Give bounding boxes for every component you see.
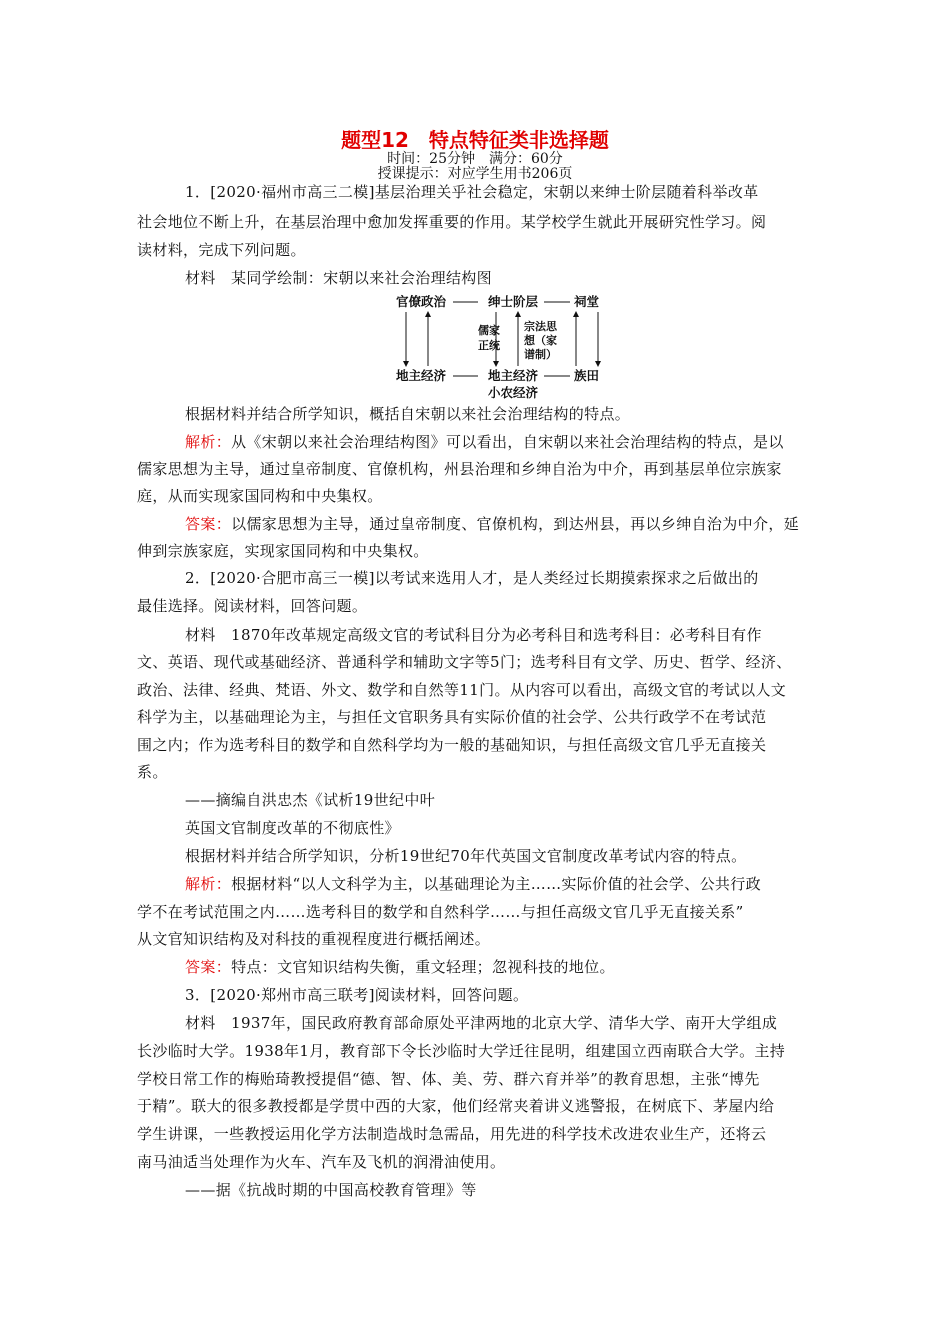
q2-source-line2: 英国文官制度改革的不彻底性》	[185, 819, 400, 837]
node-ancestral-hall: 祠堂	[574, 294, 600, 309]
q3-stem-line1: 3．[2020·郑州市高三联考]阅读材料，回答问题。	[185, 986, 529, 1004]
q2-analysis-line2: 学不在考试范围之内……选考科目的数学和自然科学……与担任高级文官几乎无直接关系”	[137, 903, 744, 921]
q3-material-line2: 长沙临时大学。1938年1月，教育部下令长沙临时大学迁往昆明，组建国立西南联合大学。主持	[137, 1042, 786, 1060]
q1-stem-line2: 社会地位不断上升，在基层治理中愈加发挥重要的作用。某学校学生就此开展研究性学习。阅	[137, 213, 767, 231]
q2-analysis-line1	[185, 874, 761, 894]
page-title: 题型12 特点特征类非选择题	[341, 128, 609, 152]
answer-label: 答案：	[185, 958, 232, 976]
q2-answer-text1: 特点：文官知识结构失衡，重文轻理；忽视科技的地位。	[231, 958, 615, 976]
q2-stem-line1: 2．[2020·合肥市高三一模]以考试来选用人才，是人类经过长期摸索探求之后做出的	[185, 569, 759, 587]
q1-stem-line1: 1．[2020·福州市高三二模]基层治理关乎社会稳定，宋朝以来绅士阶层随着科举改革	[185, 183, 759, 201]
node-bureaucratic-politics: 官僚政治	[396, 294, 447, 309]
q3-material-line4: 于精”。联大的很多教授都是学贯中西的大家，他们经常夹着讲义逃警报，在树底下、茅屋内给	[137, 1097, 775, 1115]
q2-material-line2: 文、英语、现代或基础经济、普通科学和辅助文字等5门；选考科目有文学、历史、哲学、经济、	[137, 653, 792, 671]
q1-stem-line3: 读材料，完成下列问题。	[137, 241, 306, 259]
q2-material-line4: 科学为主，以基础理论为主，与担任文官职务具有实际价值的社会学、公共行政学不在考试范	[137, 708, 767, 726]
q2-stem-line2: 最佳选择。阅读材料，回答问题。	[137, 597, 368, 615]
q2-analysis-text1: 根据材料“以人文科学为主，以基础理论为主……实际价值的社会学、公共行政	[231, 875, 761, 893]
label-clan-1: 宗法思	[524, 320, 557, 333]
q1-material-caption: 材料 某同学绘制：宋朝以来社会治理结构图	[185, 269, 493, 287]
governance-structure-diagram	[392, 292, 608, 402]
q1-answer-text1: 以儒家思想为主导，通过皇帝制度、官僚机构，到达州县，再以乡绅自治为中介，延	[231, 515, 800, 533]
node-gentry-class: 绅士阶层	[488, 294, 539, 309]
q1-analysis-line3: 庭，从而实现家国同构和中央集权。	[137, 487, 383, 505]
label-confucian-2: 正统	[478, 339, 500, 352]
label-clan-2: 想（家	[524, 334, 557, 347]
q1-question: 根据材料并结合所学知识，概括自宋朝以来社会治理结构的特点。	[185, 405, 631, 423]
q1-analysis-text1: 从《宋朝以来社会治理结构图》可以看出，自宋朝以来社会治理结构的特点，是以	[231, 433, 784, 451]
q3-material-line1: 材料 1937年，国民政府教育部命原处平津两地的北京大学、清华大学、南开大学组成	[185, 1014, 778, 1032]
analysis-label: 解析：	[185, 875, 232, 893]
time-score-info: 时间：25分钟 满分：60分	[387, 151, 563, 167]
q1-answer-line1	[185, 514, 799, 534]
analysis-label: 解析：	[185, 433, 232, 451]
q2-source-line1: ——摘编自洪忠杰《试析19世纪中叶	[185, 791, 436, 809]
q2-question: 根据材料并结合所学知识，分析19世纪70年代英国文官制度改革考试内容的特点。	[185, 847, 747, 865]
answer-label: 答案：	[185, 515, 232, 533]
q2-material-line6: 系。	[137, 763, 168, 781]
q3-source: ——据《抗战时期的中国高校教育管理》等	[185, 1181, 477, 1199]
q1-analysis-line1	[185, 432, 784, 452]
q3-material-line5: 学生讲课，一些教授运用化学方法制造战时急需品，用先进的科学技术改进农业生产，还将云	[137, 1125, 767, 1143]
q1-answer-line2: 伸到宗族家庭，实现家国同构和中央集权。	[137, 542, 429, 560]
q3-material-line3: 学校日常工作的梅贻琦教授提倡“德、智、体、美、劳、群六育并举”的教育思想，主张“博先	[137, 1070, 760, 1088]
q3-material-line6: 南马油适当处理作为火车、汽车及飞机的润滑油使用。	[137, 1153, 506, 1171]
node-small-peasant-economy: 小农经济	[488, 385, 539, 400]
q2-material-line5: 围之内；作为选考科目的数学和自然科学均为一般的基础知识，与担任高级文官几乎无直接关	[137, 736, 767, 754]
q2-material-line1: 材料 1870年改革规定高级文官的考试科目分为必考科目和选考科目：必考科目有作	[185, 626, 762, 644]
lesson-hint: 授课提示：对应学生用书206页	[377, 166, 573, 182]
q2-answer-line1	[185, 957, 615, 977]
q1-analysis-line2: 儒家思想为主导，通过皇帝制度、官僚机构，州县治理和乡绅自治为中介，再到基层单位宗族家	[137, 460, 782, 478]
q2-material-line3: 政治、法律、经典、梵语、外文、数学和自然等11门。从内容可以看出，高级文官的考试以人文	[137, 681, 787, 699]
node-landlord-economy-mid: 地主经济	[488, 368, 539, 383]
node-landlord-economy-left: 地主经济	[396, 368, 447, 383]
node-clan-fields: 族田	[574, 368, 600, 383]
q2-analysis-line3: 从文官知识结构及对科技的重视程度进行概括阐述。	[137, 930, 491, 948]
label-confucian-1: 儒家	[478, 324, 500, 337]
label-clan-3: 谱制）	[524, 348, 557, 361]
